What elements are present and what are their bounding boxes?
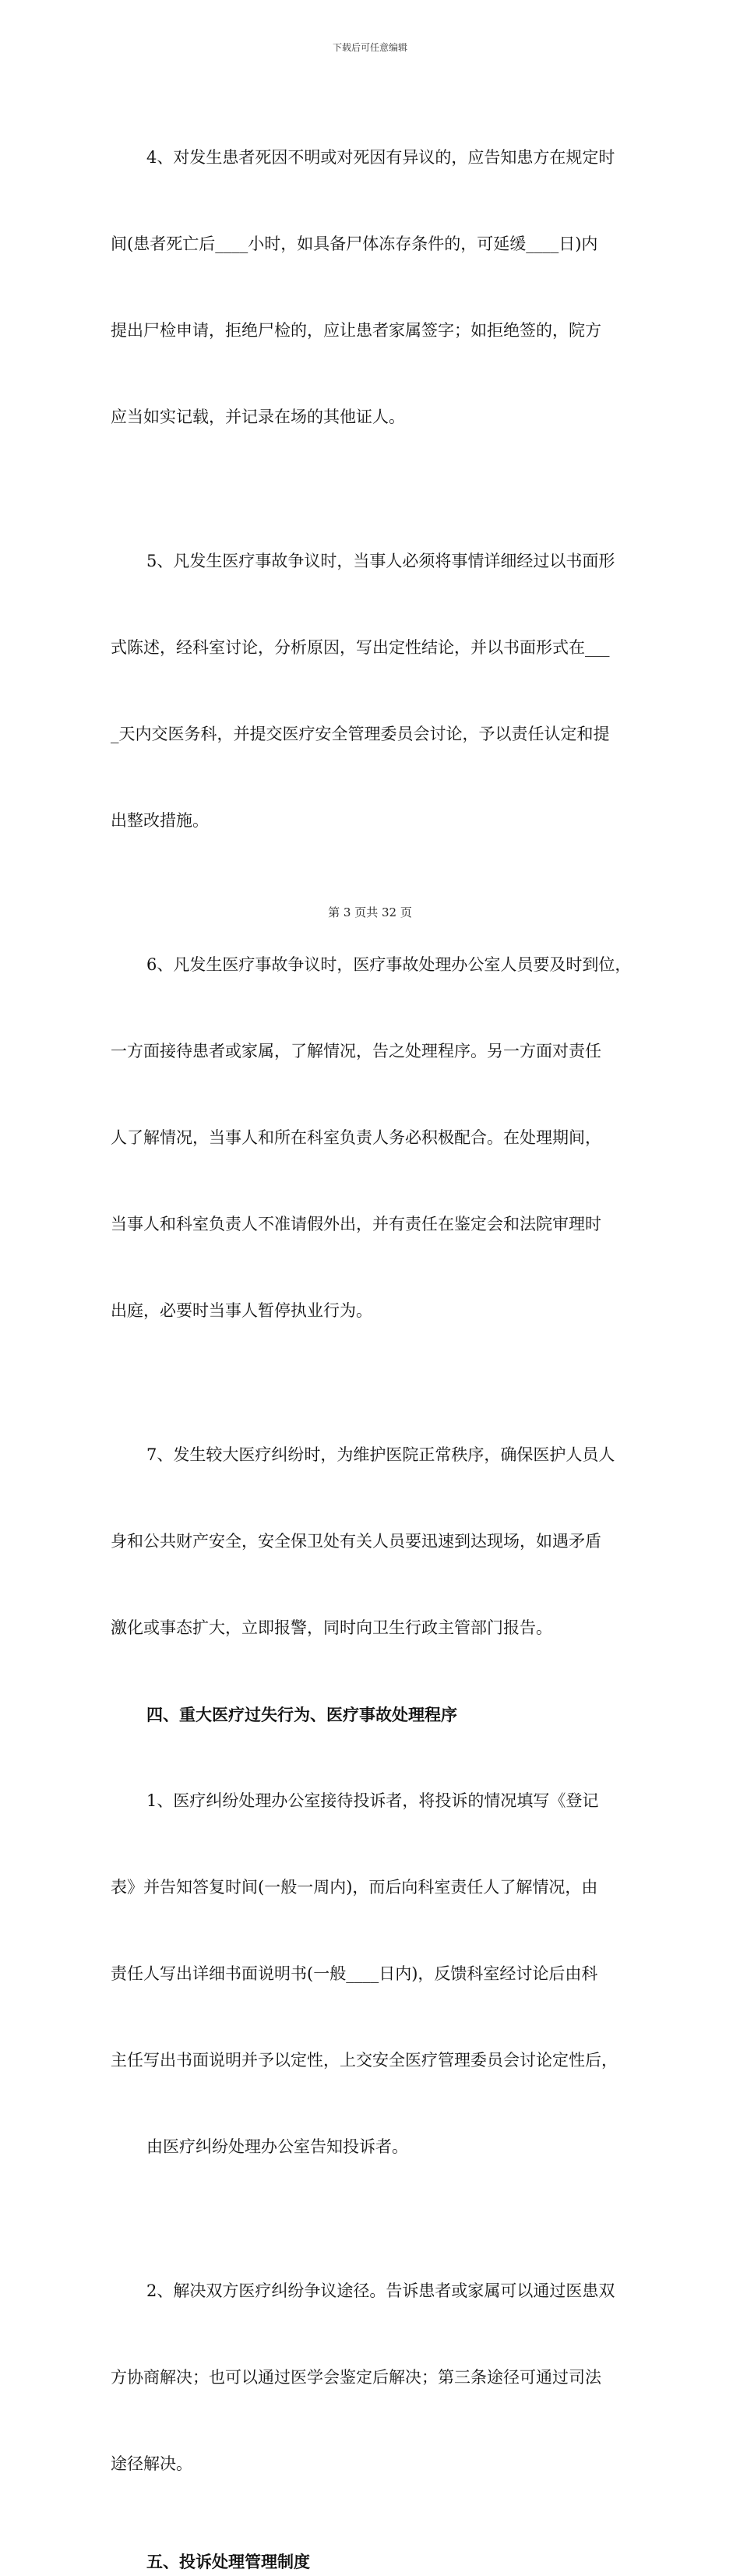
paragraph-6 [111, 893, 639, 1383]
text-line: 出庭，必要时当事人暂停执业行为。 [111, 1301, 372, 1320]
section-heading-4: 四、重大医疗过失行为、医疗事故处理程序 [146, 1705, 457, 1724]
text-line: 途径解决。 [111, 2454, 192, 2473]
text-line: 间(患者死亡后____小时，如具备尸体冻存条件的，可延缓____日)内 [111, 235, 598, 253]
document-body [111, 86, 639, 2576]
text-line: 身和公共财产安全，安全保卫处有关人员要迅速到达现场，如遇矛盾 [111, 1532, 601, 1551]
paragraph-4 [111, 86, 639, 489]
text-line: 激化或事态扩大，立即报警，同时向卫生行政主管部门报告。 [111, 1618, 552, 1637]
text-line: 5、凡发生医疗事故争议时，当事人必须将事情详细经过以书面形 [146, 552, 615, 570]
paragraph-7 [111, 1383, 639, 1700]
text-line: 责任人写出详细书面说明书(一般____日内)，反馈科室经讨论后由科 [111, 1964, 598, 1983]
spacer [111, 2536, 639, 2547]
text-line: 方协商解决；也可以通过医学会鉴定后解决；第三条途径可通过司法 [111, 2368, 601, 2387]
text-line: 应当如实记载，并记录在场的其他证人。 [111, 408, 405, 426]
page-footer: 第 3 页共 32 页 [328, 905, 412, 919]
text-line: 7、发生较大医疗纠纷时，为维护医院正常秩序，确保医护人员人 [146, 1445, 615, 1464]
text-line: 当事人和科室负责人不准请假外出，并有责任在鉴定会和法院审理时 [111, 1215, 601, 1233]
text-line: 提出尸检申请，拒绝尸检的，应让患者家属签字；如拒绝签的，院方 [111, 321, 601, 340]
text-line: 1、医疗纠纷处理办公室接待投诉者，将投诉的情况填写《登记 [146, 1791, 599, 1810]
text-line: 6、凡发生医疗事故争议时，医疗事故处理办公室人员要及时到位， [146, 955, 632, 974]
section-heading-5: 五、投诉处理管理制度 [146, 2552, 310, 2571]
section4-paragraph-1 [111, 1729, 639, 2219]
text-line: _天内交医务科，并提交医疗安全管理委员会讨论，予以责任认定和提 [111, 725, 610, 743]
text-line: 由医疗纠纷处理办公室告知投诉者。 [146, 2137, 408, 2156]
text-line: 表》并告知答复时间(一般一周内)，而后向科室责任人了解情况，由 [111, 1878, 598, 1897]
paragraph-5 [111, 489, 639, 893]
text-line: 式陈述，经科室讨论，分析原因，写出定性结论，并以书面形式在___ [111, 638, 610, 657]
text-line: 2、解决双方医疗纠纷争议途径。告诉患者或家属可以通过医患双 [146, 2281, 615, 2300]
text-line: 出整改措施。 [111, 811, 209, 830]
text-line: 一方面接待患者或家属，了解情况，告之处理程序。另一方面对责任 [111, 1042, 601, 1060]
page-header: 下载后可任意编辑 [332, 42, 407, 53]
section4-paragraph-2 [111, 2219, 639, 2536]
text-line: 人了解情况，当事人和所在科室负责人务必积极配合。在处理期间， [111, 1128, 601, 1147]
text-line: 4、对发生患者死因不明或对死因有异议的，应告知患方在规定时 [146, 148, 615, 167]
text-line: 主任写出书面说明并予以定性，上交安全医疗管理委员会讨论定性后， [111, 2051, 618, 2070]
